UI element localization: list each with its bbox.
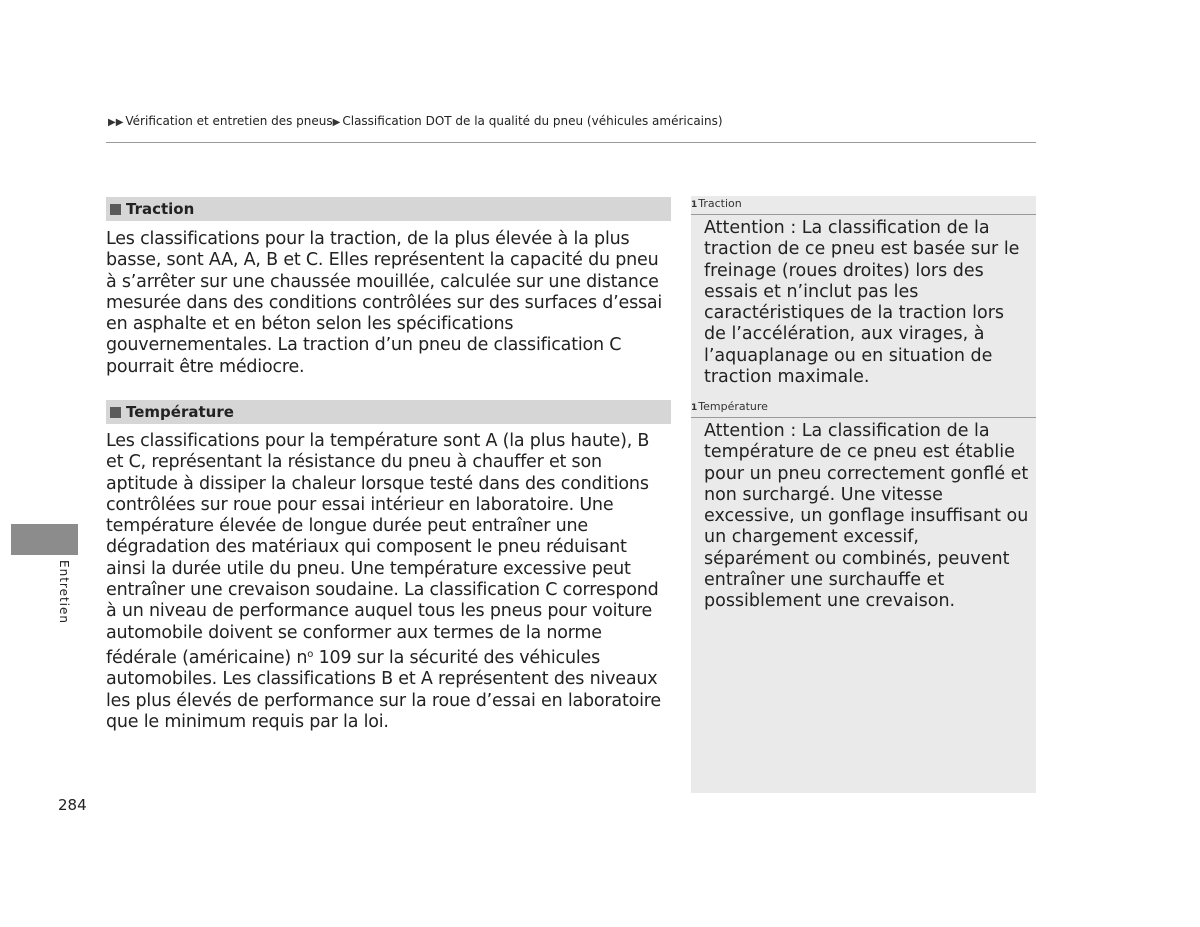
- note-ref-icon: 1: [691, 200, 698, 210]
- note-heading-temperature: [691, 399, 1036, 418]
- page-number: 284: [58, 796, 87, 814]
- section-heading-label: Traction: [126, 200, 195, 218]
- note-text-traction: Attention : La classification de la traction de ce pneu est basée sur le freinage (roues droites) lors des essais et n’inclut pas les caractéristiques de la traction lors de l’accélération, aux virages, à l’aquaplanage ou en situation de traction maximale.: [704, 218, 1020, 388]
- chapter-tab-label: Entretien: [57, 560, 71, 624]
- section-heading-traction: [106, 197, 671, 221]
- superscript-o: o: [307, 648, 314, 660]
- section-body-traction: Les classifications pour la traction, de la plus élevée à la plus basse, sont AA, A, B et C. Elles représentent la capacité du pneu à s’arrêter sur une chaussée mouillée, calculée sur une distance mesurée dans des conditions contrôlées sur des surfaces d’essai en asphalte et en béton selon les spécifications gouvernementales. La traction d’un pneu de classification C pourrait être médiocre.: [106, 229, 663, 377]
- breadcrumb-item-2: Classification DOT de la qualité du pneu (véhicules américains): [342, 114, 723, 128]
- note-text-temperature: Attention : La classification de la température de ce pneu est établie pour un pneu correctement gonflé et non surchargé. Une vitesse excessive, un gonflage insuffisant ou un chargement excessif, séparément ou combinés, peuvent entraîner une surchauffe et possiblement une crevaison.: [704, 421, 1029, 612]
- section-heading-temperature: [106, 400, 671, 424]
- section-body-temperature: [106, 431, 671, 733]
- section-heading-label: Température: [126, 403, 234, 421]
- breadcrumb-separator-icon: ▶: [332, 117, 341, 128]
- note-heading-traction: [691, 196, 1036, 215]
- body-text-part: 109 sur la sécurité des véhicules automobiles. Les classifications B et A représentent des niveaux les plus élevés de performance sur la roue d’essai en laboratoire que le minimum requis par la loi.: [106, 647, 661, 732]
- note-heading-label: Température: [698, 400, 768, 413]
- square-bullet-icon: [110, 204, 121, 215]
- note-heading-label: Traction: [698, 197, 742, 210]
- breadcrumb: [108, 114, 723, 128]
- note-ref-icon: 1: [691, 403, 698, 413]
- header-divider: [106, 142, 1036, 143]
- breadcrumb-arrows-icon: ▶▶: [108, 117, 124, 128]
- breadcrumb-item-1: Vérification et entretien des pneus: [125, 114, 333, 128]
- square-bullet-icon: [110, 407, 121, 418]
- chapter-tab-marker: [11, 524, 78, 555]
- body-text-part: Les classifications pour la température sont A (la plus haute), B et C, représentant la résistance du pneu à chauffer et son aptitude à dissiper la chaleur lorsque testé dans des conditions contrôlées sur roue pour essai intérieur en laboratoire. Une température élevée de longue durée peut entraîner une dégradation des matériaux qui composent le pneu réduisant ainsi la durée utile du pneu. Une température excessive peut entraîner une crevaison soudaine. La classification C correspond à un niveau de performance auquel tous les pneus pour voiture automobile doivent se conformer aux termes de la norme fédérale (américaine) n: [106, 431, 659, 668]
